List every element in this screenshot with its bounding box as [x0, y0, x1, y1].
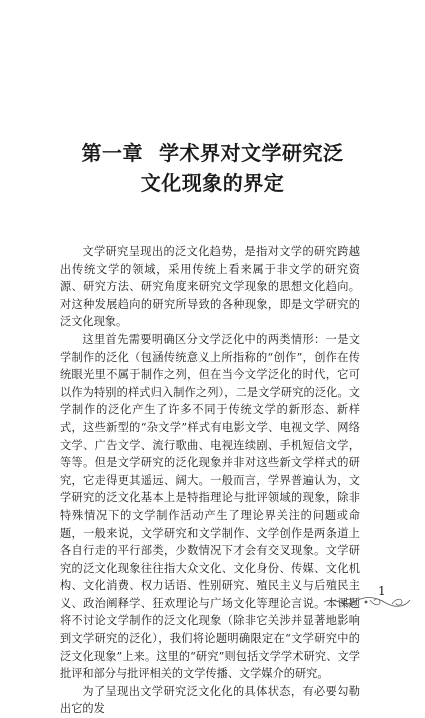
chapter-title-line-2: 文化现象的界定 [140, 171, 285, 195]
chapter-title-line-1 [0, 138, 425, 168]
scroll-ornament-icon [322, 594, 412, 610]
paragraph: 为了呈现出文学研究泛文化化的具体状态，有必要勾勒出它的发 [60, 684, 360, 716]
page-number: 1 [378, 584, 386, 598]
paragraph: 这里首先需要明确区分文学泛化中的两类情形：一是文学制作的泛化（包涵传统意义上所指称的“创作”，创作在传统眼光里不属于制作之列，但在当今文学泛化的时代，它可以作为特别的样式归入制作之列），二是文学研究的泛化。文学制作的泛化产生了许多不同于传统文学的新形态、新样式，这些新型的“杂文学”样式有电影文学、电视文学、网络文学、广告文学、流行歌曲、电视连续剧、手机短信文学，等等。但是文学研究的泛化现象并非对这些新文学样式的研究，它走得更其遥远、阔大。一般而言，学界普遍认为，文学研究的泛文化基本上是特指理论与批评领域的现象，除非特殊情况下的文学制作活动产生了理论界关注的问题或命题，一般来说，文学研究和文学制作、文学创作是两条道上各自行走的平行部类，少数情况下才会有交叉现象。文学研究的泛文化现象往往指大众文化、文化身份、传媒、文化机构、文化消费、权力话语、性别研究、殖民主义与后殖民主义、政治阐释学、狂欢理论与广场文化等理论言说。本课题将不讨论文学制作的泛文化现象（除非它关涉并显著地影响到文学研究的泛化），我们将论题明确限定在“文学研究中的泛文化现象”上来。这里的“研究”则包括文学学术研究、文学批评和部分与批评相关的文学传播、文学媒介的研究。 [60, 332, 360, 681]
chapter-title [0, 138, 425, 198]
chapter-number: 第一章 [81, 141, 143, 165]
body-text [60, 243, 360, 718]
page-footer [0, 584, 425, 618]
paragraph: 文学研究呈现出的泛文化趋势，是指对文学的研究跨越出传统文学的领域，采用传统上看来属于非文学的研究资源、研究方法、研究角度来研究文学现象的思想文化趋向。对这种发展趋向的研究所导致的各种现象，即是文学研究的泛文化现象。 [60, 245, 360, 329]
chapter-title-text-1: 学术界对文学研究泛 [159, 141, 344, 165]
